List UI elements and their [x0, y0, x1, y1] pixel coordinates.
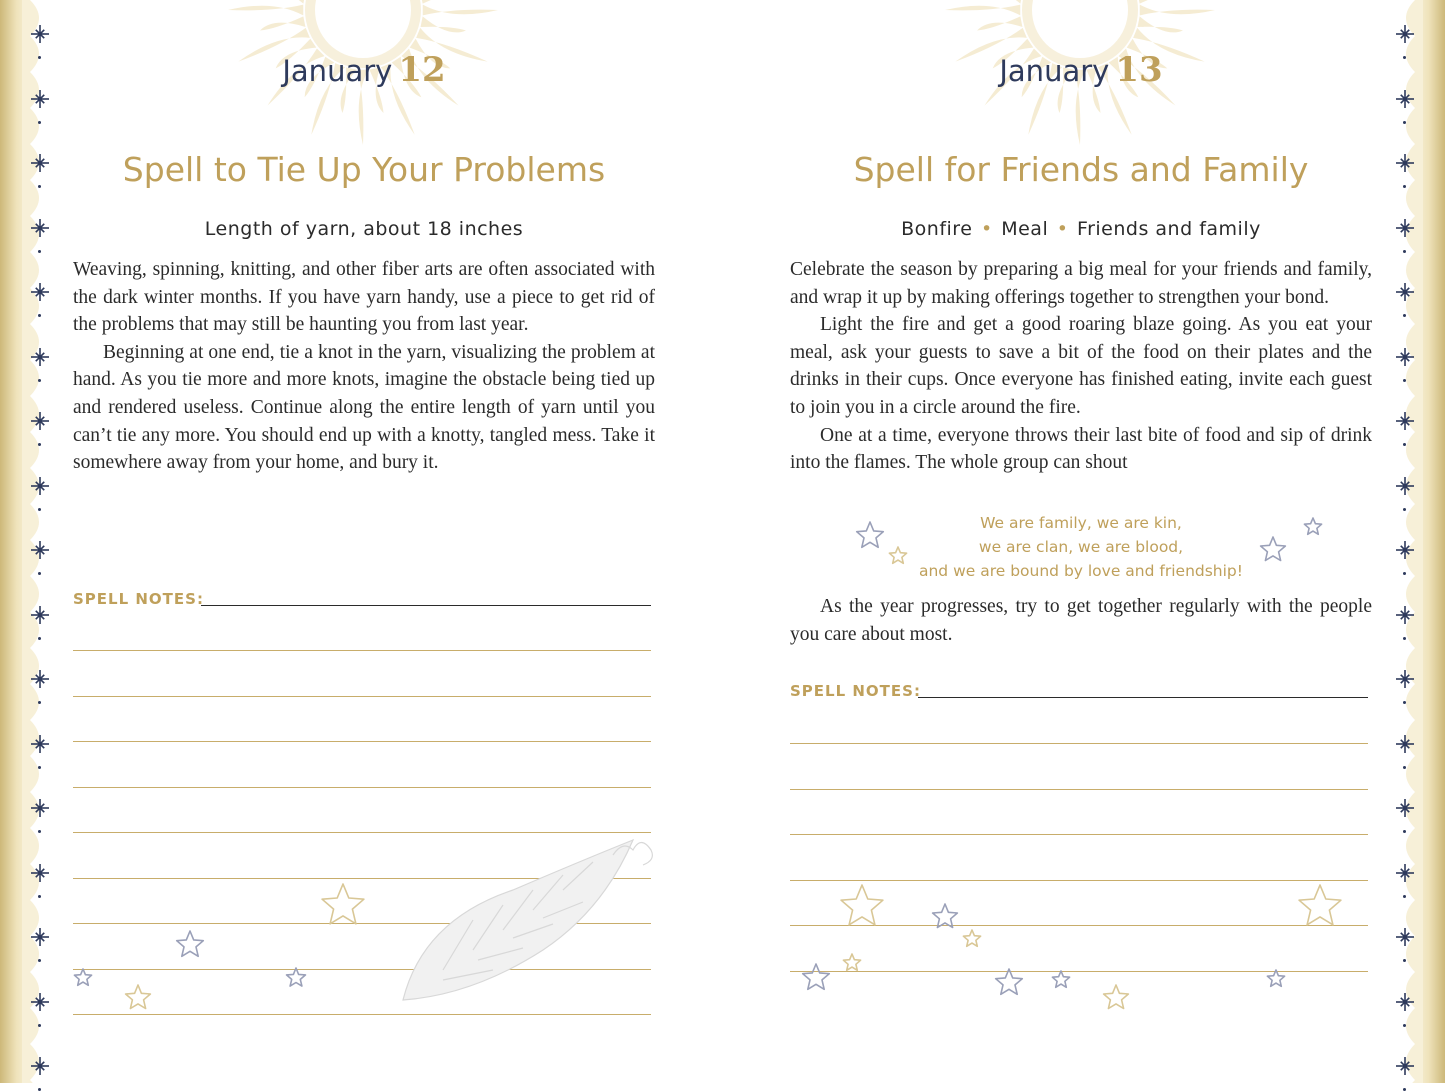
- star-burst-icon: [1395, 347, 1415, 367]
- border-dot: [38, 637, 41, 640]
- date-heading: [790, 50, 1372, 90]
- paragraph: Light the fire and get a good roaring blaze going. As you eat your meal, ask your guests to save a bit of the food on their plates and the drinks in their cups. Once everyone has finished eating, invite each guest to join you in a circle around the fire.: [790, 314, 1372, 418]
- star-outline-icon: [854, 520, 886, 552]
- border-dot: [38, 185, 41, 188]
- star-burst-icon: [1395, 669, 1415, 689]
- border-dot: [38, 314, 41, 317]
- star-burst-icon: [1395, 927, 1415, 947]
- notes-line[interactable]: [201, 605, 651, 606]
- border-dot: [1403, 121, 1406, 124]
- star-burst-icon: [1395, 605, 1415, 625]
- border-dot: [1403, 830, 1406, 833]
- star-burst-icon: [30, 863, 50, 883]
- notes-line[interactable]: [73, 741, 651, 742]
- star-outline-icon: [838, 883, 886, 931]
- border-dot: [1403, 637, 1406, 640]
- star-burst-icon: [30, 476, 50, 496]
- star-burst-icon: [1395, 282, 1415, 302]
- ingredient: Meal: [1001, 218, 1049, 240]
- notes-line[interactable]: [918, 697, 1368, 698]
- star-burst-icon: [1395, 218, 1415, 238]
- border-dot: [1403, 508, 1406, 511]
- left-page: [73, 0, 655, 1083]
- day-number: 13: [1115, 50, 1163, 90]
- border-dot: [1403, 895, 1406, 898]
- star-burst-icon: [30, 798, 50, 818]
- ingredients-line: [73, 218, 655, 240]
- notes-line[interactable]: [790, 789, 1368, 790]
- ingredient: Bonfire: [901, 218, 973, 240]
- ingredients-line: [790, 218, 1372, 240]
- right-page: [790, 0, 1372, 1083]
- border-dot: [1403, 959, 1406, 962]
- star-burst-icon: [30, 605, 50, 625]
- star-burst-icon: [1395, 89, 1415, 109]
- paragraph: Weaving, spinning, knitting, and other fiber arts are often associated with the dark winter months. If you have yarn handy, use a piece to get rid of the problems that may still be haunting you from last year.: [73, 259, 655, 336]
- chant-line: and we are bound by love and friendship!: [918, 562, 1243, 580]
- notes-line[interactable]: [73, 787, 651, 788]
- border-dot: [1403, 185, 1406, 188]
- notes-line[interactable]: [790, 743, 1368, 744]
- notes-line[interactable]: [790, 880, 1368, 881]
- left-star-border: [30, 0, 50, 1083]
- spell-body: [73, 256, 655, 477]
- border-dot: [38, 56, 41, 59]
- star-outline-icon: [1265, 968, 1287, 990]
- border-dot: [38, 701, 41, 704]
- star-burst-icon: [30, 89, 50, 109]
- border-dot: [38, 766, 41, 769]
- star-burst-icon: [30, 218, 50, 238]
- border-dot: [38, 443, 41, 446]
- border-dot: [1403, 250, 1406, 253]
- chant-line: We are family, we are kin,: [980, 514, 1182, 532]
- month: January: [999, 54, 1110, 88]
- border-dot: [1403, 379, 1406, 382]
- border-dot: [1403, 314, 1406, 317]
- star-outline-icon: [319, 882, 367, 930]
- star-outline-icon: [1296, 883, 1344, 931]
- border-dot: [1403, 56, 1406, 59]
- spell-notes-label: SPELL NOTES:: [790, 682, 921, 700]
- star-burst-icon: [30, 540, 50, 560]
- star-burst-icon: [1395, 734, 1415, 754]
- star-burst-icon: [30, 1056, 50, 1076]
- star-outline-icon: [1050, 969, 1072, 991]
- border-dot: [38, 959, 41, 962]
- border-dot: [1403, 443, 1406, 446]
- ingredient: Length of yarn, about 18 inches: [204, 218, 524, 240]
- day-number: 12: [398, 50, 446, 90]
- star-outline-icon: [284, 966, 308, 990]
- paragraph: Celebrate the season by preparing a big meal for your friends and family, and wrap it up by making offerings together to strengthen your bond.: [790, 259, 1372, 308]
- star-burst-icon: [1395, 798, 1415, 818]
- star-outline-icon: [1302, 516, 1324, 538]
- star-outline-icon: [123, 983, 153, 1013]
- date-heading: [73, 50, 655, 90]
- star-burst-icon: [1395, 863, 1415, 883]
- bullet-dot: •: [1056, 218, 1069, 240]
- border-dot: [38, 1024, 41, 1027]
- ingredient: Friends and family: [1077, 218, 1261, 240]
- right-star-border: [1395, 0, 1415, 1083]
- notes-line[interactable]: [790, 834, 1368, 835]
- chant-line: we are clan, we are blood,: [978, 538, 1184, 556]
- closing-paragraph: As the year progresses, try to get together regularly with the people you care about most.: [790, 596, 1372, 645]
- border-dot: [1403, 766, 1406, 769]
- star-burst-icon: [30, 282, 50, 302]
- star-outline-icon: [930, 902, 960, 932]
- notes-line[interactable]: [73, 696, 651, 697]
- star-burst-icon: [1395, 153, 1415, 173]
- star-burst-icon: [30, 992, 50, 1012]
- star-burst-icon: [30, 669, 50, 689]
- star-burst-icon: [1395, 24, 1415, 44]
- star-burst-icon: [1395, 992, 1415, 1012]
- bullet-dot: •: [980, 218, 993, 240]
- star-burst-icon: [30, 927, 50, 947]
- star-burst-icon: [30, 24, 50, 44]
- paragraph: Beginning at one end, tie a knot in the yarn, visualizing the problem at hand. As you tie more and more knots, imagine the obstacle being tied up and rendered useless. Continue along the entire length of yarn until you can’t tie any more. You should end up with a knotty, tangled mess. Take it somewhere away from your home, and bury it.: [73, 341, 655, 474]
- spell-title: Spell to Tie Up Your Problems: [122, 150, 606, 189]
- month: January: [282, 54, 393, 88]
- border-dot: [38, 121, 41, 124]
- star-outline-icon: [1258, 535, 1288, 565]
- spell-notes-label: SPELL NOTES:: [73, 590, 204, 608]
- star-burst-icon: [30, 153, 50, 173]
- star-outline-icon: [961, 928, 983, 950]
- star-outline-icon: [993, 967, 1025, 999]
- spell-title: Spell for Friends and Family: [853, 150, 1309, 189]
- star-burst-icon: [1395, 540, 1415, 560]
- border-dot: [38, 379, 41, 382]
- star-burst-icon: [30, 411, 50, 431]
- star-burst-icon: [30, 347, 50, 367]
- border-dot: [38, 895, 41, 898]
- notes-line[interactable]: [73, 650, 651, 651]
- border-dot: [38, 572, 41, 575]
- star-outline-icon: [800, 962, 832, 994]
- spell-body: [790, 256, 1372, 477]
- star-outline-icon: [174, 929, 206, 961]
- border-dot: [38, 508, 41, 511]
- star-outline-icon: [72, 967, 94, 989]
- star-outline-icon: [1101, 983, 1131, 1013]
- star-burst-icon: [1395, 411, 1415, 431]
- star-burst-icon: [1395, 476, 1415, 496]
- paragraph: One at a time, everyone throws their last bite of food and sip of drink into the flames. The whole group can shout: [790, 424, 1372, 474]
- border-dot: [1403, 1024, 1406, 1027]
- feather-icon: [383, 820, 663, 1020]
- border-dot: [38, 250, 41, 253]
- border-dot: [1403, 572, 1406, 575]
- border-dot: [38, 830, 41, 833]
- star-burst-icon: [30, 734, 50, 754]
- border-dot: [1403, 701, 1406, 704]
- star-outline-icon: [841, 952, 863, 974]
- star-burst-icon: [1395, 1056, 1415, 1076]
- star-outline-icon: [887, 545, 909, 567]
